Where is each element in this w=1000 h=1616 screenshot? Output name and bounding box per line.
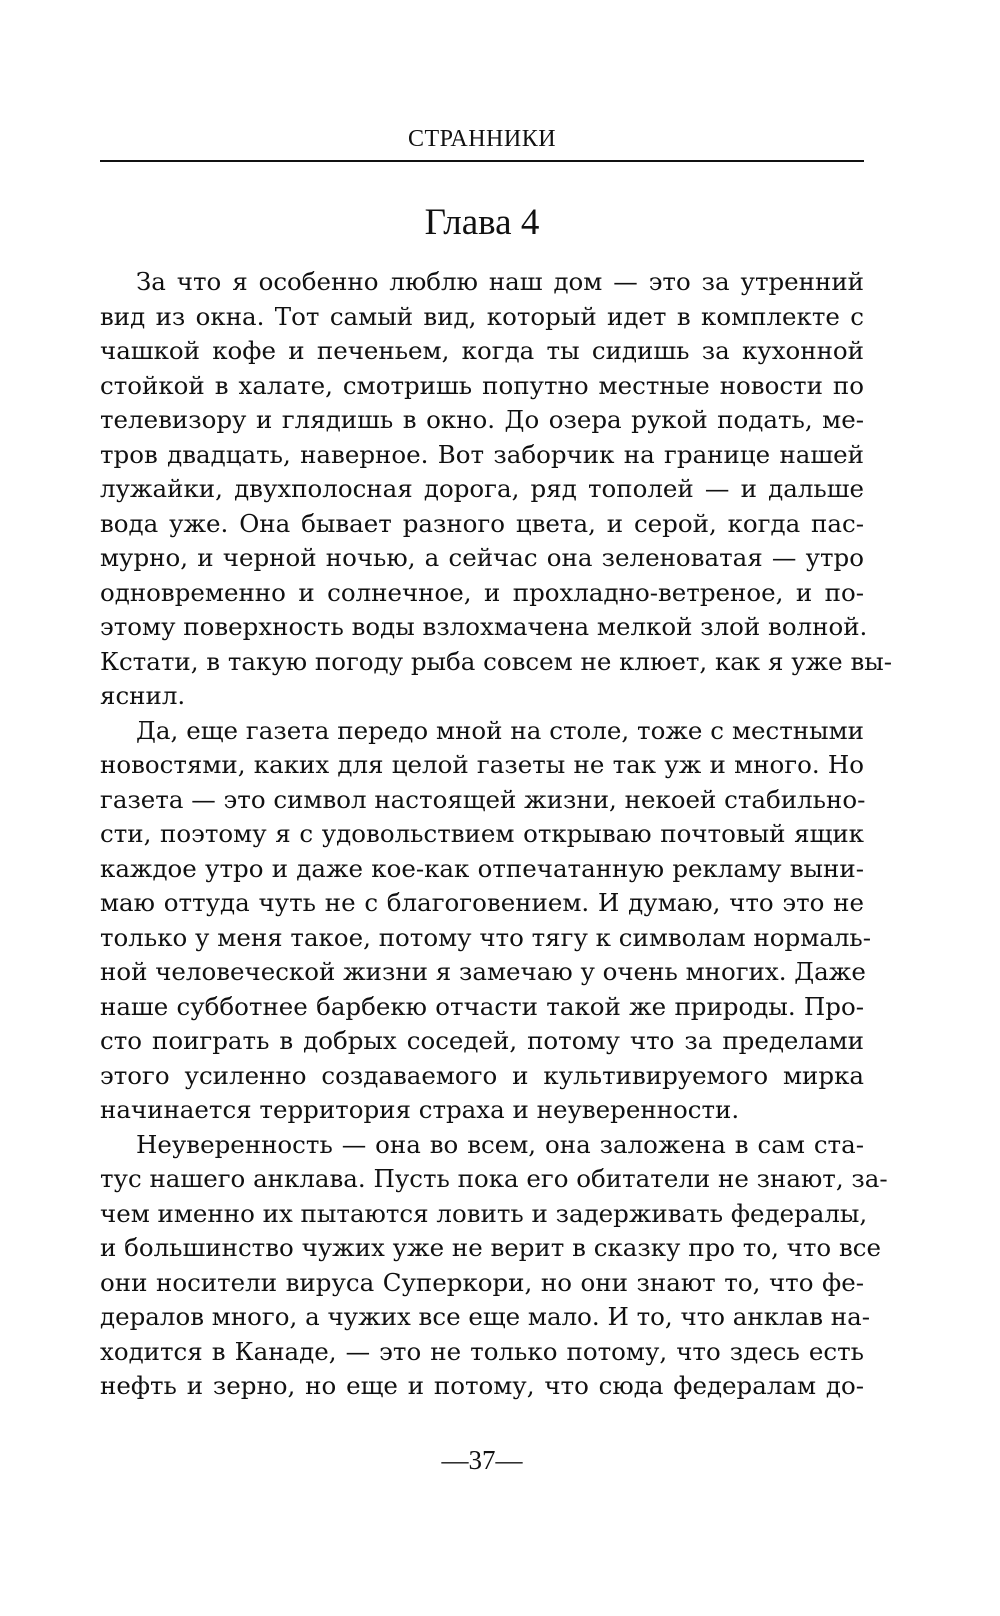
text-line: тус нашего анклава. Пусть пока его обитатели не знают, за- [100,1164,888,1193]
paragraph-3 [100,1128,888,1404]
text-line: дералов много, а чужих все еще мало. И то, что анклав на- [100,1302,871,1331]
text-line: вода уже. Она бывает разного цвета, и серой, когда пас- [100,508,864,538]
text-line: Кстати, в такую погоду рыба совсем не клюет, как я уже вы- [100,646,893,676]
text-line: лужайки, двухполосная дорога, ряд тополей — и дальше [100,474,864,503]
text-line: ходится в Канаде, — это не только потому, что здесь есть [100,1336,864,1366]
text-line: стойкой в халате, смотришь попутно местные новости по [100,370,864,400]
text-line: одновременно и солнечное, и прохладно-ветреное, и по- [100,577,864,607]
text-line: сти, поэтому я с удовольствием открываю почтовый ящик [100,819,864,848]
text-line: сто поиграть в добрых соседей, потому что за пределами [100,1026,864,1055]
text-line: каждое утро и даже кое-как отпечатанную рекламу выни- [100,853,864,883]
text-line: чашкой кофе и печеньем, когда ты сидишь за кухонной [100,336,864,365]
text-line: этого усиленно создаваемого и культивируемого мирка [100,1060,864,1090]
text-line: Да, еще газета передо мной на столе, тоже с местными [136,715,864,745]
text-line: нефть и зерно, но еще и потому, что сюда федералам до- [100,1371,864,1400]
text-line: газета — это символ настоящей жизни, некоей стабильно- [100,784,866,814]
text-line: За что я особенно люблю наш дом — это за утренний [136,267,864,296]
text-line: чем именно их пытаются ловить и задерживать федералы, [100,1198,868,1228]
text-line: только у меня такое, потому что тягу к символам нормаль- [100,922,872,952]
text-line: мурно, и черной ночью, а сейчас она зеленоватая — утро [100,543,864,572]
text-line: этому поверхность воды взлохмачена мелкой злой волной. [100,612,868,641]
header-rule [100,160,864,162]
text-line: яснил. [100,681,186,710]
running-head: СТРАННИКИ [407,126,557,152]
paragraph-1 [100,265,893,714]
body-text [100,265,893,1404]
text-line: тров двадцать, наверное. Вот заборчик на границе нашей [100,439,864,469]
text-line: наше субботнее барбекю отчасти такой же природы. Про- [100,991,864,1021]
paragraph-2 [100,714,872,1128]
text-line: они носители вируса Суперкори, но они знают то, что фе- [100,1267,864,1297]
page-number: —37— [441,1445,523,1475]
text-line: телевизору и глядишь в окно. До озера рукой подать, ме- [100,405,864,434]
text-line: и большинство чужих уже не верит в сказку про то, что все [100,1233,881,1262]
text-line: маю оттуда чуть не с благоговением. И думаю, что это не [100,888,864,917]
text-line: ной человеческой жизни я замечаю у очень многих. Даже [100,957,866,986]
chapter-title: Глава 4 [424,202,540,243]
text-line: начинается территория страха и неуверенности. [100,1095,740,1124]
text-line: Неуверенность — она во всем, она заложена в сам ста- [136,1129,864,1159]
text-line: вид из окна. Тот самый вид, который идет в комплекте с [100,301,864,331]
text-line: новостями, каких для целой газеты не так уж и много. Но [100,750,864,779]
